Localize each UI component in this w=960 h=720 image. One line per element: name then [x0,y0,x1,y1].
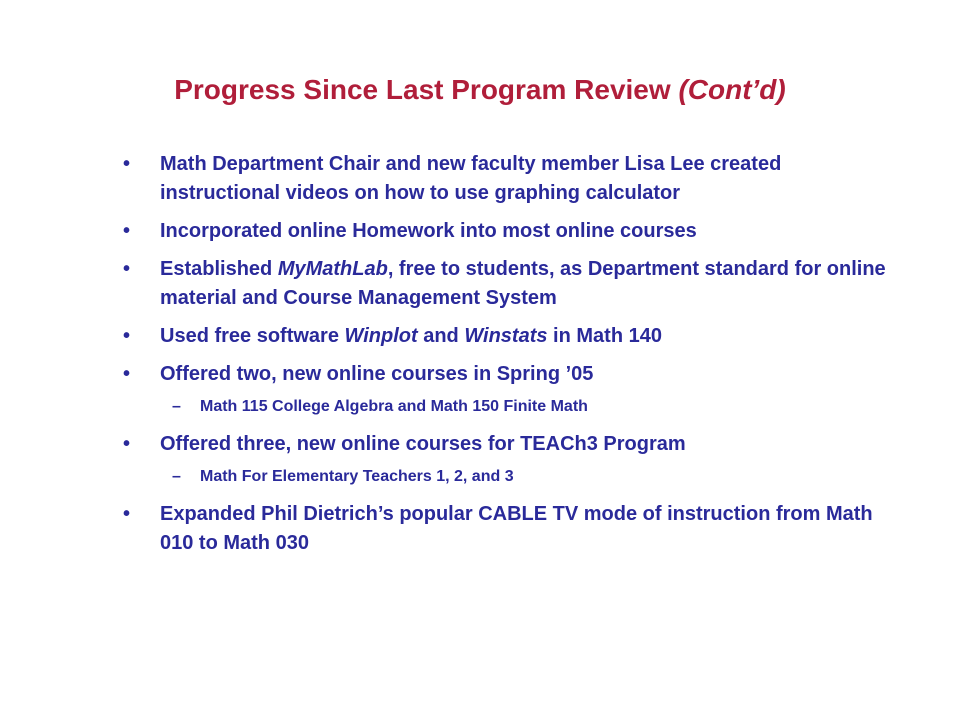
bullet-text-italic: MyMathLab [277,258,388,280]
sub-bullet-item [110,396,900,418]
title-main: Progress Since Last Program Review [174,74,679,105]
bullet-item [110,500,900,558]
bullet-text-italic: Winstats [464,325,548,347]
title-italic: (Cont’d) [678,74,786,105]
sub-bullet-item [110,466,900,488]
bullet-marker: • [123,363,131,385]
sub-bullet-text: Math For Elementary Teachers 1, 2, and 3 [200,468,514,485]
bullet-marker: • [123,433,131,455]
bullet-text: Math Department Chair and new faculty member Lisa Lee created instructional videos on how to use graphing calculator [160,153,782,204]
bullet-text: Offered two, new online courses in Spring ’05 [160,363,594,385]
bullet-text-post: , free to students, as Department standard for online material and Course Management System [160,258,886,309]
sub-bullet-text: Math 115 College Algebra and Math 150 Finite Math [200,398,588,415]
bullet-item [110,217,900,246]
bullet-marker: • [123,258,131,280]
bullet-text-pre: Established [160,258,278,280]
bullet-list [110,150,900,567]
bullet-item [110,255,900,313]
bullet-text-pre: Used free software [160,325,345,347]
bullet-item [110,322,900,351]
bullet-marker: • [123,220,131,242]
bullet-text-mid: and [417,325,465,347]
bullet-marker: • [123,153,131,175]
bullet-item [110,430,900,459]
bullet-text-italic: Winplot [344,325,418,347]
bullet-text: Incorporated online Homework into most online courses [160,220,697,242]
slide-title [0,70,960,110]
bullet-item [110,150,900,208]
bullet-marker: • [123,503,131,525]
bullet-text-post: in Math 140 [547,325,662,347]
sub-bullet-marker: – [172,468,181,485]
bullet-text: Offered three, new online courses for TEACh3 Program [160,433,686,455]
sub-bullet-marker: – [172,398,181,415]
bullet-marker: • [123,325,131,347]
bullet-text: Expanded Phil Dietrich’s popular CABLE TV mode of instruction from Math 010 to Math 030 [160,503,873,554]
bullet-item [110,360,900,389]
